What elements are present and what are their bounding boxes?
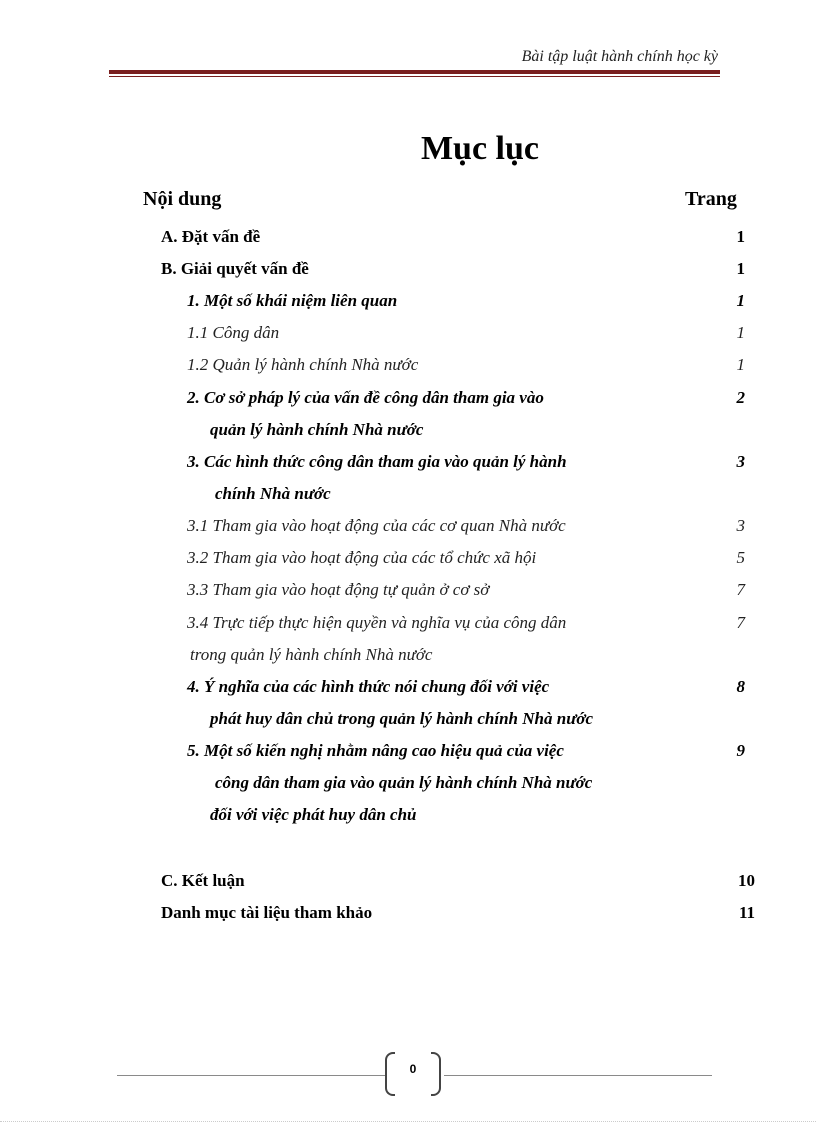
toc-entry-title: 2. Cơ sở pháp lý của vấn đề công dân tham gia vào — [187, 388, 544, 407]
toc-entry-continuation — [0, 484, 816, 512]
toc-entry-page: 10 — [738, 871, 755, 890]
toc-entry-continuation — [0, 420, 816, 448]
toc-entry-title: A. Đặt vấn đề — [161, 227, 261, 246]
toc-entry-title-line: trong quản lý hành chính Nhà nước — [190, 645, 433, 664]
toc-entry-page: 7 — [736, 613, 745, 632]
page-title: Mục lục — [420, 130, 540, 167]
toc-entry-page: 11 — [738, 903, 755, 922]
page-number: 0 — [409, 1062, 417, 1076]
toc-entry[interactable] — [0, 227, 816, 255]
toc-entry[interactable] — [0, 291, 816, 319]
page-edge-dotted-line — [0, 1121, 816, 1122]
toc-entry-page: 1 — [736, 323, 745, 342]
toc-entry[interactable] — [0, 871, 816, 899]
toc-entry-title: 1.2 Quản lý hành chính Nhà nước — [187, 355, 419, 374]
toc-entry-page: 9 — [736, 741, 745, 760]
toc-entry[interactable] — [0, 903, 816, 931]
toc-entry-continuation — [0, 773, 816, 801]
toc-entry[interactable] — [0, 355, 816, 383]
toc-entry-title-line: quản lý hành chính Nhà nước — [210, 420, 424, 439]
toc-entry[interactable] — [0, 323, 816, 351]
toc-entry-title-line: phát huy dân chủ trong quản lý hành chính Nhà nước — [210, 709, 594, 728]
toc-entry[interactable] — [0, 516, 816, 544]
toc-entry-page: 3 — [736, 516, 745, 535]
toc-entry-title-line: đối với việc phát huy dân chủ — [210, 805, 417, 824]
page-number-bracket — [383, 1050, 443, 1096]
column-heading-content: Nội dung — [143, 188, 222, 210]
toc-entry-page: 1 — [736, 355, 745, 374]
toc-entry-title-line: chính Nhà nước — [215, 484, 331, 503]
toc-entry-title: C. Kết luận — [161, 871, 245, 890]
toc-entry-page: 2 — [736, 388, 745, 407]
toc-entry-page: 7 — [736, 580, 745, 599]
toc-entry-title: 3.4 Trực tiếp thực hiện quyền và nghĩa vụ của công dân — [187, 613, 567, 632]
toc-entry-page: 8 — [736, 677, 745, 696]
toc-entry-page: 1 — [736, 291, 745, 310]
toc-entry-title: 3.1 Tham gia vào hoạt động của các cơ quan Nhà nước — [187, 516, 566, 535]
toc-entry[interactable] — [0, 259, 816, 287]
toc-entry-continuation — [0, 709, 816, 737]
toc-entry-title: 1. Một số khái niệm liên quan — [187, 291, 398, 310]
running-header: Bài tập luật hành chính học kỳ — [521, 48, 718, 65]
toc-entry-title-line: công dân tham gia vào quản lý hành chính Nhà nước — [215, 773, 593, 792]
toc-entry[interactable] — [0, 548, 816, 576]
toc-entry-title: 5. Một số kiến nghị nhằm nâng cao hiệu quả của việc — [187, 741, 564, 760]
toc-entry-continuation — [0, 805, 816, 833]
header-rule-thin — [109, 76, 720, 77]
toc-entry-title: 3.2 Tham gia vào hoạt động của các tổ chức xã hội — [187, 548, 537, 567]
toc-entry-page: 1 — [736, 227, 745, 246]
toc-entry[interactable] — [0, 677, 816, 705]
toc-entry[interactable] — [0, 613, 816, 641]
toc-entry-title: Danh mục tài liệu tham khảo — [161, 903, 373, 922]
toc-entry-title: 3. Các hình thức công dân tham gia vào quản lý hành — [187, 452, 567, 471]
toc-entry-page: 5 — [736, 548, 745, 567]
toc-entry[interactable] — [0, 741, 816, 769]
header-rule — [109, 70, 720, 74]
toc-entry-page: 3 — [736, 452, 745, 471]
toc-entry-title: 3.3 Tham gia vào hoạt động tự quản ở cơ sở — [187, 580, 490, 599]
toc-entry[interactable] — [0, 452, 816, 480]
toc-entry-continuation — [0, 645, 816, 673]
toc-entry-title: 1.1 Công dân — [187, 323, 280, 342]
column-heading-page: Trang — [685, 188, 737, 210]
footer-rule-right — [444, 1075, 712, 1076]
footer-rule-left — [117, 1075, 387, 1076]
toc-entry[interactable] — [0, 388, 816, 416]
toc-entry-title: B. Giải quyết vấn đề — [161, 259, 309, 278]
toc-entry-title: 4. Ý nghĩa của các hình thức nói chung đối với việc — [187, 677, 550, 696]
toc-entry-page: 1 — [736, 259, 745, 278]
toc-entry[interactable] — [0, 580, 816, 608]
